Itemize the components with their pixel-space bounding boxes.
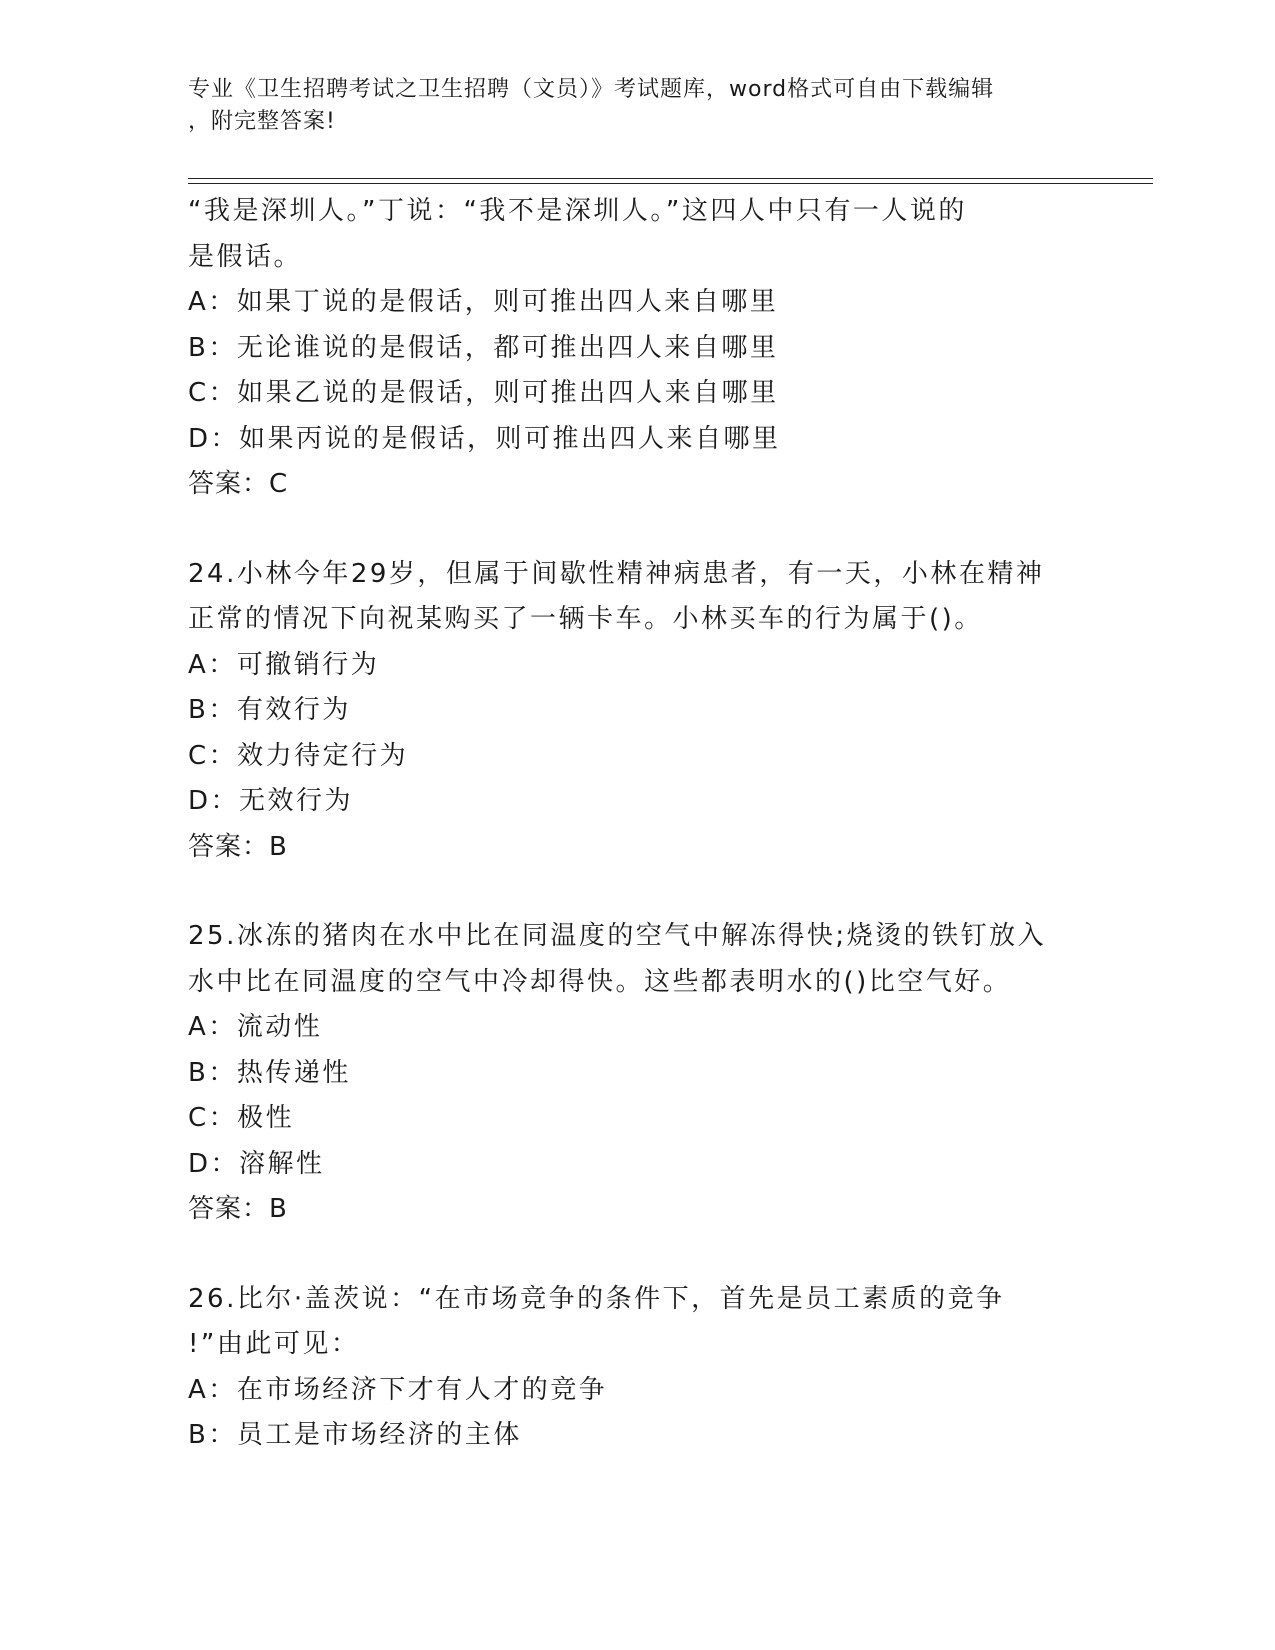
question-stem: !”由此可见： xyxy=(188,1329,360,1359)
option-a: A：在市场经济下才有人才的竞争 xyxy=(188,1374,608,1405)
option-d: D：无效行为 xyxy=(188,786,354,816)
question-stem: 是假话。 xyxy=(188,241,303,272)
option-a: A：可撤销行为 xyxy=(188,649,380,680)
option-d: D：溶解性 xyxy=(188,1148,325,1179)
question-stem: 24.小林今年29岁，但属于间歇性精神病患者，有一天，小林在精神 xyxy=(188,558,1045,589)
option-b: B：有效行为 xyxy=(188,695,351,725)
answer-label: 答案：B xyxy=(188,831,288,862)
question-24 xyxy=(188,552,1068,871)
option-b: B：员工是市场经济的主体 xyxy=(188,1420,522,1450)
question-spacer xyxy=(188,870,1068,914)
header-rule-bottom xyxy=(188,183,1153,184)
question-25 xyxy=(188,914,1068,1233)
header-line-2: ，附完整答案! xyxy=(188,109,336,134)
document-header xyxy=(188,74,1068,138)
option-b: B：无论谁说的是假话，都可推出四人来自哪里 xyxy=(188,332,779,363)
question-stem: 26.比尔·盖茨说：“在市场竞争的条件下，首先是员工素质的竞争 xyxy=(188,1283,1005,1314)
option-d: D：如果丙说的是假话，则可推出四人来自哪里 xyxy=(188,423,781,454)
question-stem: “我是深圳人。”丁说：“我不是深圳人。”这四人中只有一人说的 xyxy=(188,196,967,226)
question-stem: 正常的情况下向祝某购买了一辆卡车。小林买车的行为属于()。 xyxy=(188,604,983,634)
question-spacer xyxy=(188,508,1068,552)
question-spacer xyxy=(188,1233,1068,1277)
header-line-1: 专业《卫生招聘考试之卫生招聘（文员）》考试题库，word格式可自由下载编辑 xyxy=(188,77,995,102)
option-c: C：效力待定行为 xyxy=(188,740,409,771)
question-stem: 25.冰冻的猪肉在水中比在同温度的空气中解冻得快;烧烫的铁钉放入 xyxy=(188,921,1047,951)
option-c: C：极性 xyxy=(188,1103,295,1133)
question-list xyxy=(188,189,1068,1459)
option-b: B：热传递性 xyxy=(188,1057,351,1088)
option-a: A：流动性 xyxy=(188,1012,323,1042)
header-rule-top xyxy=(188,178,1153,179)
option-a: A：如果丁说的是假话，则可推出四人来自哪里 xyxy=(188,287,779,317)
answer-label: 答案：B xyxy=(188,1194,288,1224)
answer-label: 答案：C xyxy=(188,469,289,499)
option-c: C：如果乙说的是假话，则可推出四人来自哪里 xyxy=(188,378,779,408)
question-23 xyxy=(188,189,1068,508)
question-26 xyxy=(188,1277,1068,1459)
question-stem: 水中比在同温度的空气中冷却得快。这些都表明水的()比空气好。 xyxy=(188,966,1012,997)
